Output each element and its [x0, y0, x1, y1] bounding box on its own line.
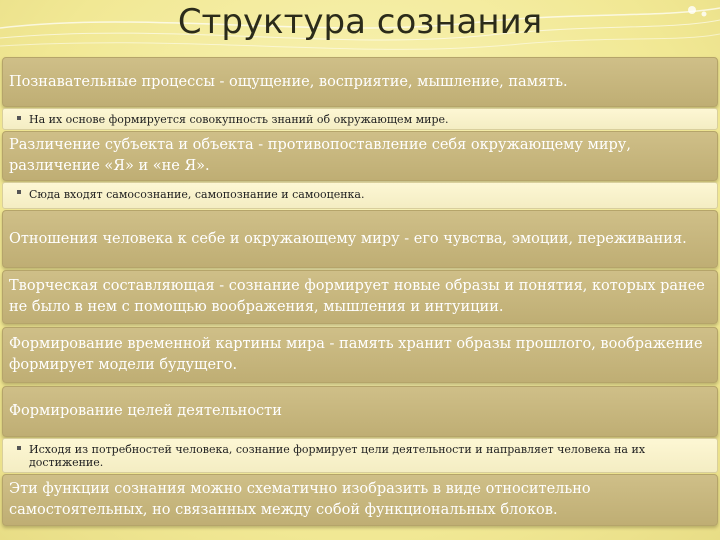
- block-time-picture: [2, 327, 718, 383]
- block-text: Отношения человека к себе и окружающему миру - его чувства, эмоции, переживания.: [9, 230, 687, 247]
- block-text: Эти функции сознания можно схематично изобразить в виде относительно самостоятельных, но связанных между собой функциональных блоков.: [9, 481, 591, 518]
- bullet-icon: [17, 190, 21, 194]
- bullet-icon: [17, 116, 21, 120]
- bullet-icon: [17, 446, 21, 450]
- sub-block-text: На их основе формируется совокупность знаний об окружающем мире.: [29, 113, 449, 126]
- block-creative: [2, 270, 718, 324]
- block-subject-object: [2, 131, 718, 181]
- block-text: Формирование целей деятельности: [9, 403, 282, 419]
- page-title: Структура сознания: [177, 2, 543, 42]
- block-attitudes: [2, 210, 718, 268]
- sub-block-text: Сюда входят самосознание, самопознание и самооценка.: [29, 188, 365, 201]
- block-text: Формирование временной картины мира - память хранит образы прошлого, воображение формирует модели будущего.: [9, 336, 703, 373]
- block-text: Познавательные процессы - ощущение, восприятие, мышление, память.: [9, 73, 568, 90]
- sub-block-goals-detail: [2, 438, 718, 473]
- block-text: Различение субъекта и объекта - противопоставление себя окружающему миру, различение «Я» и «не Я».: [9, 137, 631, 174]
- sub-block-knowledge: [2, 108, 718, 130]
- block-text: Творческая составляющая - сознание формирует новые образы и понятия, которых ранее не было в нем с помощью воображения, мышления и интуиции.: [9, 278, 705, 315]
- block-functions-summary: [2, 474, 718, 526]
- block-goals: [2, 386, 718, 437]
- block-cognitive-processes: [2, 57, 718, 107]
- sub-block-text: Исходя из потребностей человека, сознание формирует цели деятельности и направляет человека на их достижение.: [29, 443, 646, 469]
- sub-block-self-awareness: [2, 182, 718, 209]
